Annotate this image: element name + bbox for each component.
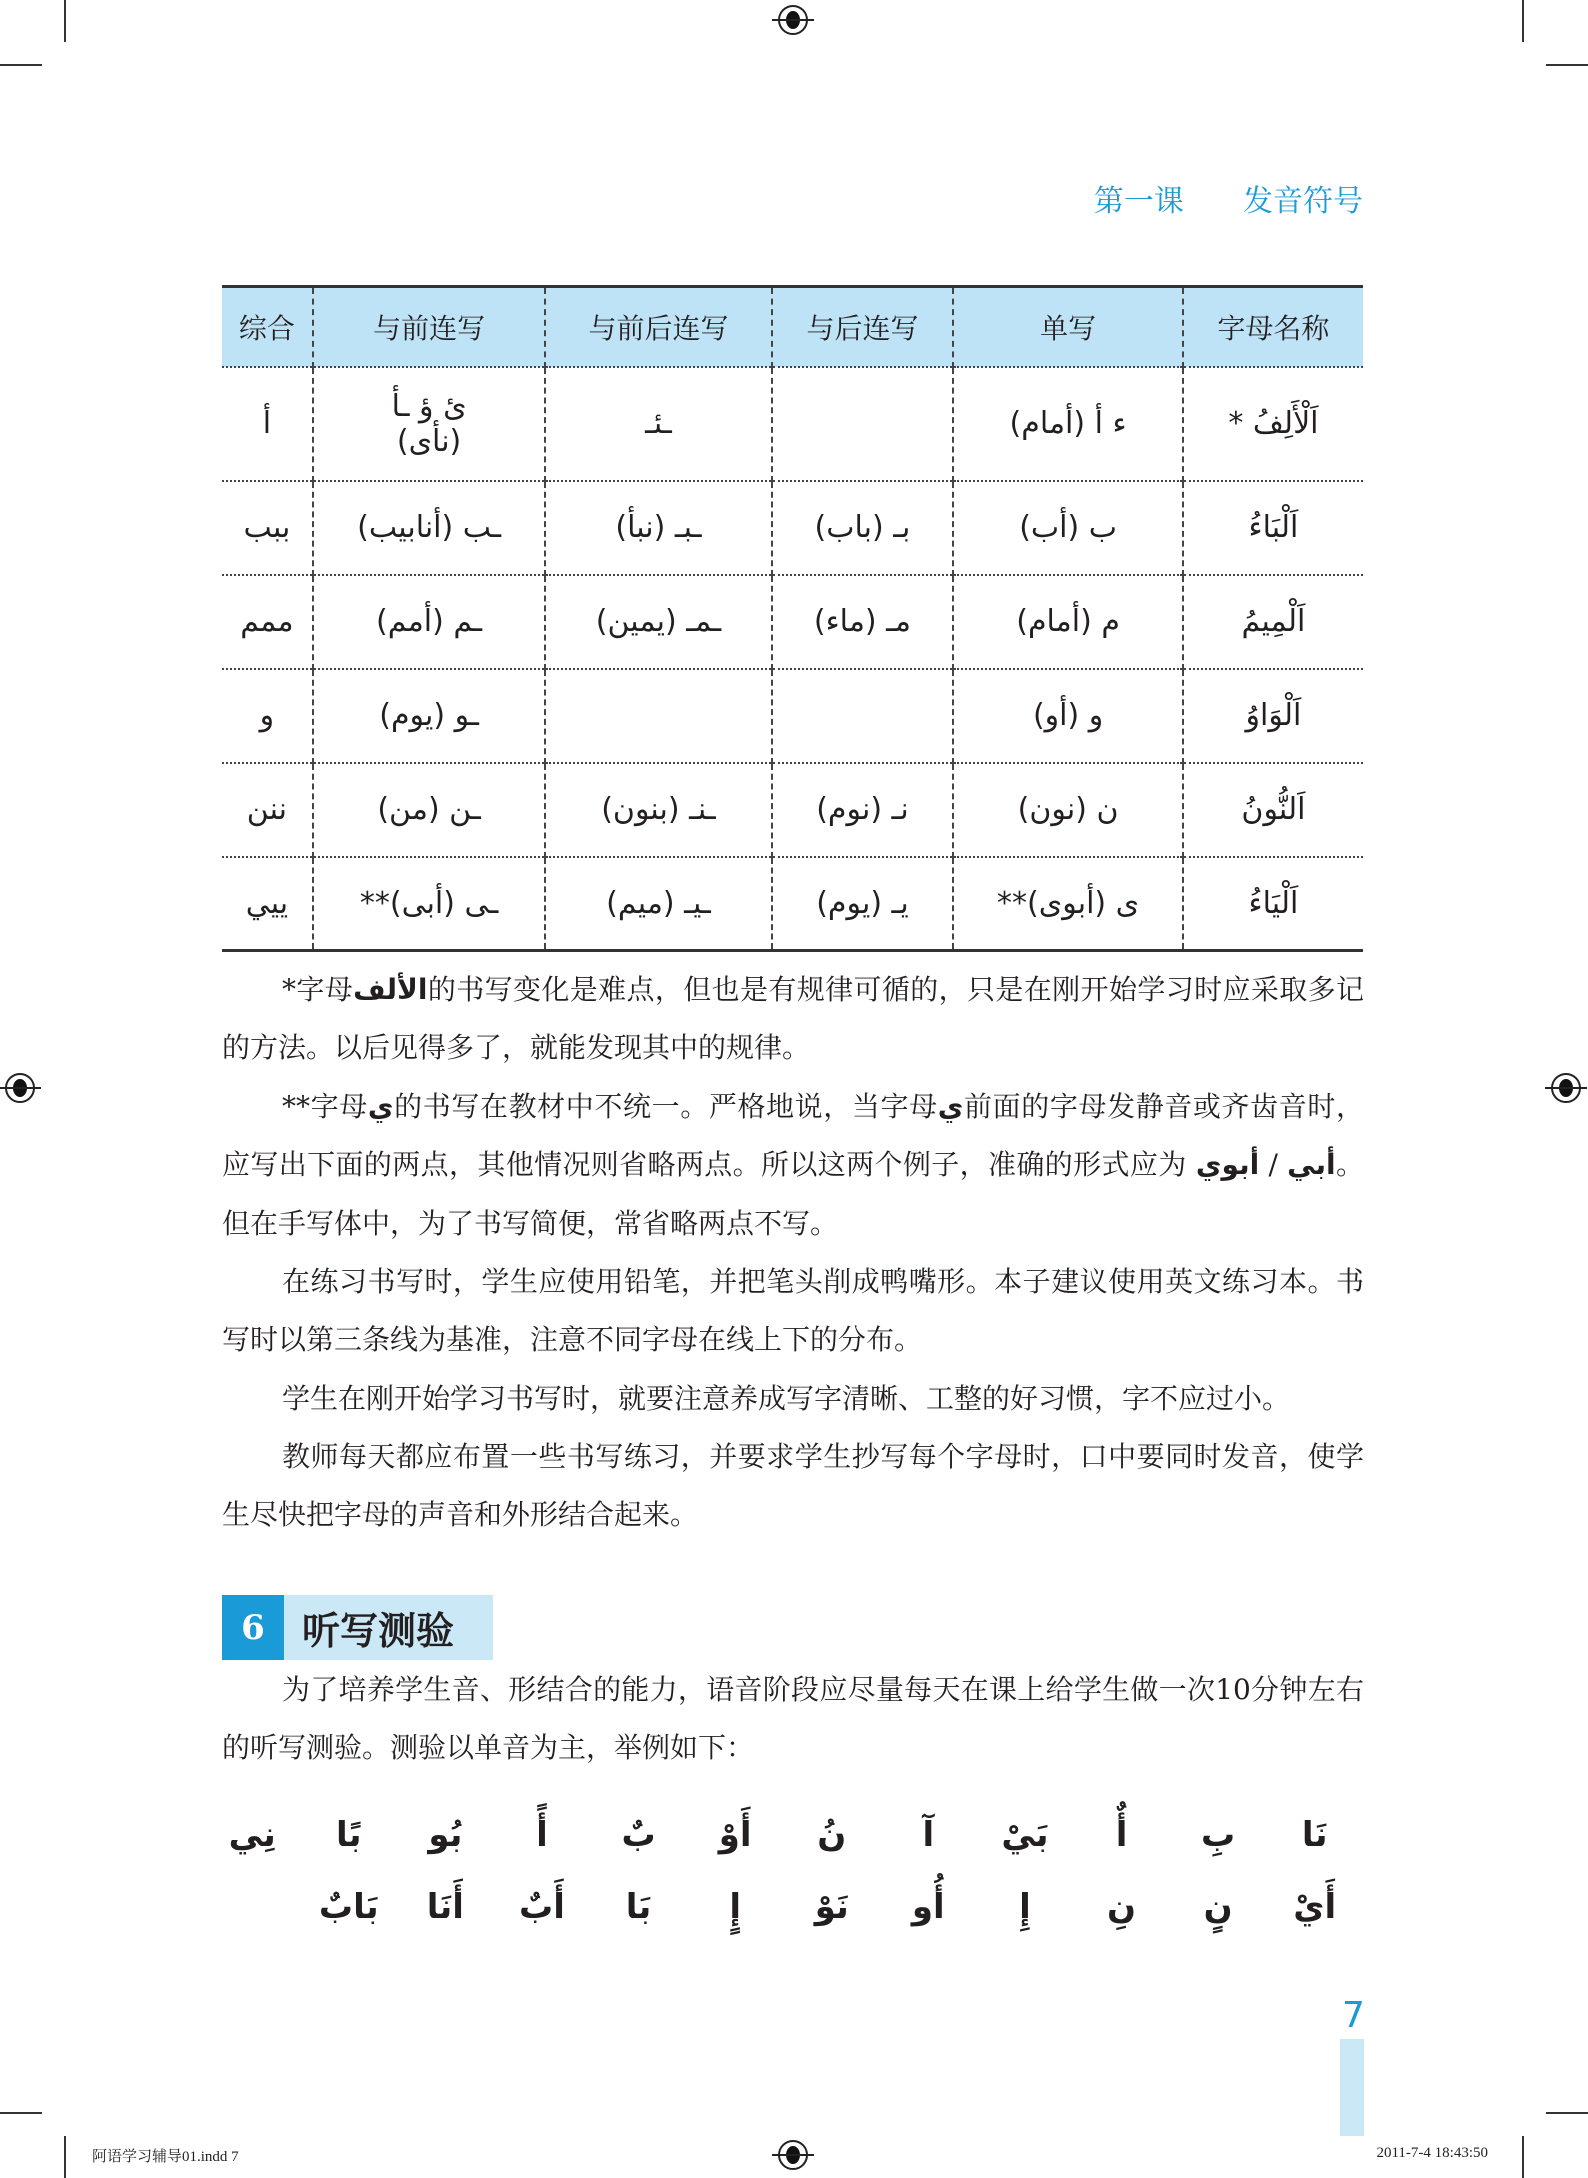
table-cell: ـى (أبى)** <box>313 857 545 951</box>
table-cell: ـم (أمم) <box>313 575 545 669</box>
column-header: 与前连写 <box>313 287 545 367</box>
dictation-item: آ <box>922 1815 935 1855</box>
dictation-item: أً <box>536 1815 548 1855</box>
arabic-inline: ي <box>367 1090 394 1123</box>
table-row <box>222 575 1363 669</box>
table-row <box>222 857 1363 951</box>
table-cell: مـ (ماء) <box>772 575 954 669</box>
table-cell: اَلْمِيمُ <box>1183 575 1363 669</box>
note-alif <box>222 961 1364 1078</box>
dictation-item: نٍ <box>1203 1887 1233 1927</box>
page-tab-bar <box>1340 2039 1364 2136</box>
page-number: 7 <box>1342 1995 1365 2036</box>
registration-mark-icon <box>1551 1073 1581 1103</box>
text: 前面的字母发静音或齐齿音时，应写出下面的两点，其他情况则省略两点。所以这两个例子，准确的形式应为 <box>222 1090 1364 1182</box>
column-header: 单写 <box>953 287 1183 367</box>
table-row <box>222 367 1363 481</box>
table-row <box>222 669 1363 763</box>
arabic-inline: أبوي <box>1195 1148 1260 1182</box>
dictation-item: نَوْ <box>814 1887 849 1927</box>
table-cell <box>772 669 954 763</box>
table-cell: و (أو) <box>953 669 1183 763</box>
table-cell <box>545 669 771 763</box>
dictation-item: بُو <box>428 1815 463 1855</box>
dictation-item: نِ <box>1107 1887 1137 1927</box>
dictation-item: أُو <box>911 1887 945 1927</box>
crop-mark <box>0 2112 42 2114</box>
table-cell: ـب (أنابيب) <box>313 481 545 575</box>
table-cell: ن (نون) <box>953 763 1183 857</box>
note-ya <box>222 1078 1364 1253</box>
table-cell: ننن <box>222 763 313 857</box>
table-cell <box>313 367 545 481</box>
registration-mark-icon <box>778 5 808 35</box>
arabic-inline: الألف <box>353 973 428 1006</box>
dictation-item: أَوْ <box>718 1815 752 1855</box>
section-title: 听写测验 <box>284 1595 493 1660</box>
cell-line: (نأى) <box>396 423 462 459</box>
table-cell: ـيـ (ميم) <box>545 857 771 951</box>
table-cell: ـمـ (يمين) <box>545 575 771 669</box>
table-cell: اَلْوَاوُ <box>1183 669 1363 763</box>
paragraph: 教师每天都应布置一些书写练习，并要求学生抄写每个字母时，口中要同时发音，使学生尽快把字母的声音和外形结合起来。 <box>222 1440 1364 1532</box>
arabic-inline: ي <box>937 1090 964 1123</box>
table-cell: ممم <box>222 575 313 669</box>
cell-line: ئ ؤ ـأ <box>391 388 467 424</box>
table-header-row <box>222 287 1363 367</box>
text: / <box>1259 1148 1288 1182</box>
column-header: 与前后连写 <box>545 287 771 367</box>
table-row <box>222 763 1363 857</box>
footer-timestamp: 2011-7-4 18:43:50 <box>1376 2145 1488 2161</box>
table-cell: اَلنُّونُ <box>1183 763 1363 857</box>
crop-mark <box>1522 2136 1524 2178</box>
text: 的书写在教材中不统一。严格地说，当字母 <box>393 1090 938 1123</box>
table-cell: يـ (يوم) <box>772 857 954 951</box>
column-header: 综合 <box>222 287 313 367</box>
column-header: 字母名称 <box>1183 287 1363 367</box>
crop-mark <box>1522 0 1524 42</box>
text: **字母 <box>282 1090 368 1123</box>
table-row <box>222 481 1363 575</box>
dictation-item: أَبٌ <box>519 1887 565 1927</box>
dictation-item: بِ <box>1201 1815 1236 1855</box>
table-cell: و <box>222 669 313 763</box>
dictation-item: أَنَا <box>426 1887 464 1927</box>
table-cell: اَلْبَاءُ <box>1183 481 1363 575</box>
dictation-item: بَا <box>625 1887 652 1927</box>
dictation-item: أَيْ <box>1293 1887 1337 1927</box>
table-cell: ـئـ <box>545 367 771 481</box>
section-number: 6 <box>222 1595 284 1660</box>
dictation-item: بَابٌ <box>318 1887 379 1927</box>
registration-mark-icon <box>778 2140 808 2170</box>
letter-forms-table <box>222 285 1363 952</box>
text: 。但在手写体中，为了书写简便，常省略两点不写。 <box>222 1148 1364 1240</box>
table-cell: اَلْيَاءُ <box>1183 857 1363 951</box>
table-cell: ببب <box>222 481 313 575</box>
table-cell: اَلْأَلِفُ * <box>1183 367 1363 481</box>
arabic-inline: أبي <box>1287 1148 1336 1182</box>
table-cell: أ <box>222 367 313 481</box>
table-cell: م (أمام) <box>953 575 1183 669</box>
table-cell: ـبـ (نبأ) <box>545 481 771 575</box>
table-cell <box>772 367 954 481</box>
dictation-item: نَا <box>1301 1815 1328 1855</box>
running-head: 第一课 发音符号 <box>1093 184 1363 219</box>
footer-filename: 阿语学习辅导01.indd 7 <box>92 2149 239 2165</box>
section-heading <box>222 1595 493 1660</box>
table-cell: ـنـ (بنون) <box>545 763 771 857</box>
dictation-item: نِي <box>228 1815 276 1855</box>
table-cell: نـ (نوم) <box>772 763 954 857</box>
dictation-item: نُ <box>817 1815 847 1855</box>
column-header: 与后连写 <box>772 287 954 367</box>
dictation-row <box>204 1887 1363 1927</box>
table-cell: ى (أبوى)** <box>953 857 1183 951</box>
section-intro: 为了培养学生音、形结合的能力，语音阶段应尽量每天在课上给学生做一次10分钟左右的听写测验。测验以单音为主，举例如下： <box>222 1673 1364 1765</box>
table-cell: ء أ (أمام) <box>953 367 1183 481</box>
registration-mark-icon <box>5 1073 35 1103</box>
crop-mark <box>0 64 42 66</box>
table-cell: ب (أب) <box>953 481 1183 575</box>
text: 的书写变化是难点，但也是有规律可循的，只是在刚开始学习时应采取多记的方法。以后见得多了，就能发现其中的规律。 <box>222 973 1364 1065</box>
dictation-item: بًا <box>335 1815 362 1855</box>
table-cell: بـ (باب) <box>772 481 954 575</box>
crop-mark <box>1546 64 1588 66</box>
dictation-item: بٌ <box>621 1815 656 1855</box>
table-cell: ـو (يوم) <box>313 669 545 763</box>
crop-mark <box>1546 2112 1588 2114</box>
dictation-item: بَيْ <box>1001 1815 1049 1855</box>
paragraph: 学生在刚开始学习书写时，就要注意养成写字清晰、工整的好习惯，字不应过小。 <box>282 1382 1291 1415</box>
table-cell: ييي <box>245 885 289 921</box>
dictation-item: إِ <box>1019 1887 1031 1927</box>
dictation-item: أٌ <box>1115 1815 1128 1855</box>
dictation-item: إٍ <box>729 1887 741 1927</box>
crop-mark <box>64 0 66 42</box>
dictation-row <box>204 1815 1363 1855</box>
crop-mark <box>64 2136 66 2178</box>
text: *字母 <box>282 973 354 1006</box>
table-cell: ـن (من) <box>313 763 545 857</box>
paragraph: 在练习书写时，学生应使用铅笔，并把笔头削成鸭嘴形。本子建议使用英文练习本。书写时以第三条线为基准，注意不同字母在线上下的分布。 <box>222 1265 1364 1357</box>
